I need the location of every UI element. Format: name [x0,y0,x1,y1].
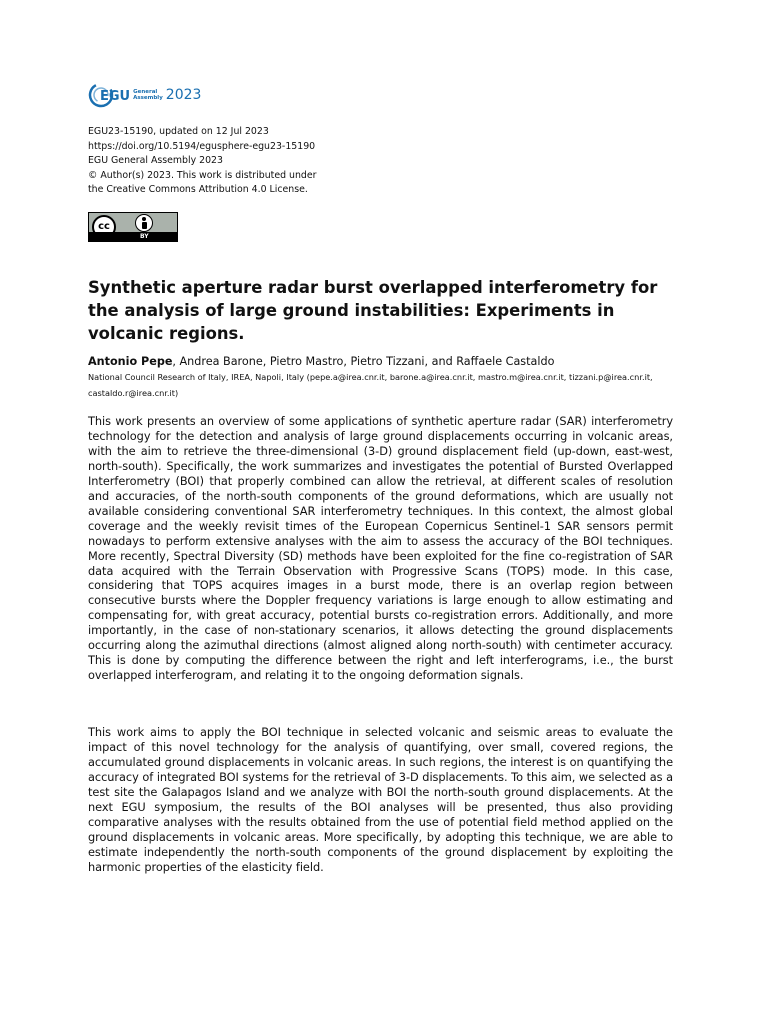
paper-title: Synthetic aperture radar burst overlapped interferometry for the analysis of large ground instabilities: Experiments in volcanic regions. [88,278,658,343]
logo-egu-text: EGU [100,88,131,104]
abstract-meta [88,125,317,198]
abstract-paragraph-2: This work aims to apply the BOI technique in selected volcanic and seismic areas to evaluate the impact of this novel technology for the analysis of quantifying, over small, covered regions, the accumulated ground displacements in volcanic areas. In such regions, the interest is on quantifying the accuracy of integrated BOI systems for the retrieval of 3-D displacements. To this aim, we selected as a test site the Galapagos Island and we analyze with BOI the north-south ground displacements. At the next EGU symposium, the results of the BOI analyses will be presented, thus also providing comparative analyses with the results obtained from the use of potential field method applied on the ground displacements in volcanic areas. More specifically, by adopting this technique, we are able to estimate independently the north-south components of the ground displacement by exploiting the harmonic properties of the elasticity field. [88,725,673,874]
egu-logo [88,80,201,110]
cc-icon: cc [92,215,116,239]
author-list [88,354,554,369]
abstract-id: EGU23-15190, updated on 12 Jul 2023 [88,126,269,137]
logo-line2: Assembly [133,95,163,101]
conference-name: EGU General Assembly 2023 [88,155,223,167]
badge-bottom-bar [89,232,177,241]
copyright-line: © Author(s) 2023. This work is distributed under [88,169,317,181]
logo-year: 2023 [165,87,202,103]
presenting-author: Antonio Pepe [88,355,173,368]
license-line: the Creative Commons Attribution 4.0 License. [88,184,308,196]
abstract-paragraph-1: This work presents an overview of some applications of synthetic aperture radar (SAR) interferometry technology for the detection and analysis of large ground displacements occurring in volcanic areas, with the aim to retrieve the three-dimensional (3-D) ground displacement field (up-down, east-west, north-south). Specifically, the work summarizes and investigates the potential of Bursted Overlapped Interferometry (BOI) that properly combined can allow the retrieval, at different scales of resolution and accuracies, of the north-south components of the ground deformations, which are usually not available considering conventional SAR interferometry techniques. In this context, the almost global coverage and the weekly revisit times of the European Copernicus Sentinel-1 SAR sensors permit nowadays to perform extensive analyses with the aim to assess the accuracy of the BOI techniques. More recently, Spectral Diversity (SD) methods have been exploited for the fine co-registration of SAR data acquired with the Terrain Observation with Progressive Scans (TOPS) mode. In this case, considering that TOPS acquires images in a burst mode, there is an overlap region between consecutive bursts where the Doppler frequency variations is large enough to allow estimating and compensating for, with great accuracy, potential bursts co-registration errors. Additionally, and more importantly, in the case of non-stationary scenarios, it allows detecting the ground displacements occurring along the azimuthal directions (almost aligned along north-south) with centimeter accuracy. This is done by computing the difference between the right and left interferograms, i.e., the burst overlapped interferogram, and relating it to the ongoing deformation signals. [88,414,673,683]
cc-by-license-icon[interactable] [88,212,178,242]
doi-link[interactable]: https://doi.org/10.5194/egusphere-egu23-15190 [88,140,316,152]
logo-subtitle [133,89,163,101]
by-label: BY [140,233,149,240]
affiliation: National Council Research of Italy, IREA, Napoli, Italy (pepe.a@irea.cnr.it, barone.a@irea.cnr.it, mastro.m@irea.cnr.it, tizzani.p@irea.cnr.it, castaldo.r@irea.cnr.it) [88,372,653,398]
attribution-icon [135,214,153,232]
logo-line1: General [133,89,158,95]
co-authors: , Andrea Barone, Pietro Mastro, Pietro Tizzani, and Raffaele Castaldo [172,355,555,368]
